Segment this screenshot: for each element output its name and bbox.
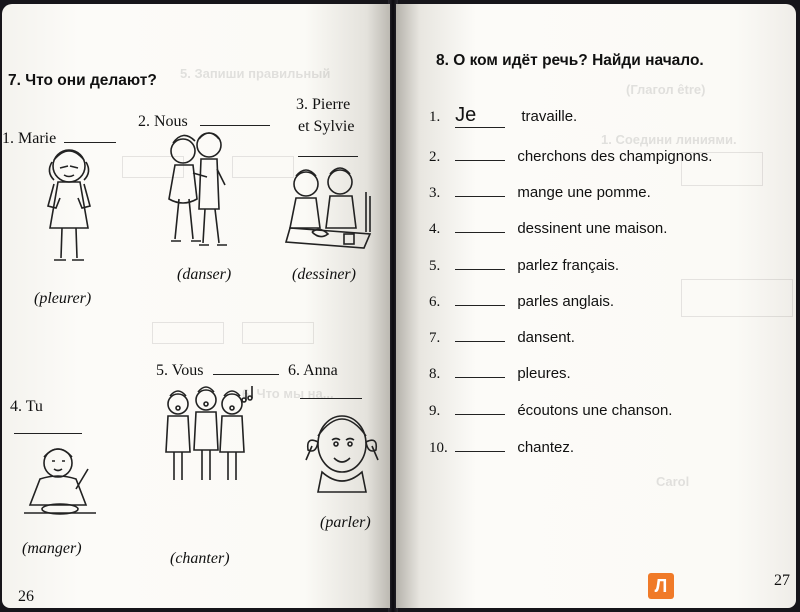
girl-talking-illustration	[302, 402, 384, 497]
answer-blank[interactable]	[213, 360, 279, 375]
bleed-through: 6. Что мы на...	[242, 386, 334, 401]
sentence-text: mange une pomme.	[517, 184, 651, 201]
answer-blank[interactable]	[455, 256, 505, 270]
left-page	[2, 4, 390, 608]
sentence-text: dessinent une maison.	[517, 220, 668, 237]
bleed-through: (Глагол être)	[626, 82, 706, 97]
answer-blank[interactable]	[455, 147, 505, 161]
sentence-number: 9.	[429, 403, 441, 419]
bleed-through-box	[152, 322, 224, 344]
item-6-verb: (parler)	[320, 514, 371, 531]
bleed-through-box	[681, 279, 793, 317]
item-1-label: 1. Marie	[2, 128, 116, 148]
sentence-3	[429, 183, 651, 205]
answer-blank[interactable]	[455, 292, 505, 306]
sentence-number: 8.	[429, 366, 441, 382]
answer-blank[interactable]	[298, 142, 358, 157]
sentence-text: parles anglais.	[517, 293, 615, 310]
item-4-label: 4. Tu	[10, 398, 43, 415]
sentence-8	[429, 364, 571, 386]
exercise-8-title: 8. О ком идёт речь? Найди начало.	[436, 52, 704, 69]
sentence-2	[429, 147, 712, 169]
sentence-number: 10.	[429, 440, 448, 456]
sentence-text: cherchons des champignons.	[517, 148, 713, 165]
sentence-text: dansent.	[517, 329, 575, 346]
item-2-verb: (danser)	[177, 266, 232, 283]
couple-dancing-illustration	[157, 129, 242, 259]
answer-blank[interactable]	[455, 438, 505, 452]
bleed-through: 5. Запиши правильный	[180, 66, 331, 81]
answer-filled[interactable]: Je	[455, 104, 505, 128]
item-3-label-line1: 3. Pierre	[296, 96, 351, 113]
children-singing-illustration	[160, 382, 255, 492]
bleed-through: 1. Соедини линиями.	[601, 132, 737, 147]
boy-eating-illustration	[20, 439, 100, 529]
answer-blank[interactable]	[14, 419, 82, 434]
answer-blank[interactable]	[455, 183, 505, 197]
watermark-badge: Л	[648, 573, 674, 599]
sentence-number: 3.	[429, 185, 441, 201]
item-3-label-line2: et Sylvie	[298, 118, 355, 135]
sentence-text: travaille.	[521, 108, 578, 125]
sentence-number: 7.	[429, 330, 441, 346]
sentence-text: chantez.	[517, 439, 575, 456]
sentence-text: pleures.	[517, 365, 571, 382]
item-6-label: 6. Anna	[288, 362, 338, 379]
children-drawing-illustration	[282, 162, 382, 257]
item-1-verb: (pleurer)	[34, 290, 92, 307]
sentence-1	[429, 104, 577, 126]
girl-crying-illustration	[32, 144, 107, 279]
item-5-label: 5. Vous	[156, 360, 279, 380]
answer-blank[interactable]	[455, 401, 505, 415]
item-2-label: 2. Nous	[138, 111, 270, 131]
sentence-number: 1.	[429, 109, 441, 125]
exercise-7-title: 7. Что они делают?	[8, 72, 157, 89]
answer-blank[interactable]	[200, 111, 270, 126]
page-number-right: 27	[774, 572, 790, 589]
sentence-number: 5.	[429, 258, 441, 274]
sentence-9	[429, 401, 672, 423]
right-page	[396, 4, 796, 608]
sentence-number: 4.	[429, 221, 441, 237]
sentence-10	[429, 438, 574, 460]
item-3-verb: (dessiner)	[292, 266, 356, 283]
sentence-number: 2.	[429, 149, 441, 165]
sentence-5	[429, 256, 619, 278]
sentence-text: écoutons une chanson.	[517, 402, 673, 419]
sentence-4	[429, 219, 667, 241]
answer-blank[interactable]	[300, 384, 362, 399]
sentence-6	[429, 292, 614, 314]
sentence-text: parlez français.	[517, 257, 620, 274]
sentence-number: 6.	[429, 294, 441, 310]
answer-blank[interactable]	[455, 328, 505, 342]
sentence-7	[429, 328, 575, 350]
answer-blank[interactable]	[455, 219, 505, 233]
answer-blank[interactable]	[64, 128, 116, 143]
item-5-verb: (chanter)	[170, 550, 230, 567]
bleed-through: Carol	[656, 474, 690, 489]
bleed-through-box	[242, 322, 314, 344]
item-4-verb: (manger)	[22, 540, 82, 557]
page-number-left: 26	[18, 588, 34, 605]
answer-blank[interactable]	[455, 364, 505, 378]
